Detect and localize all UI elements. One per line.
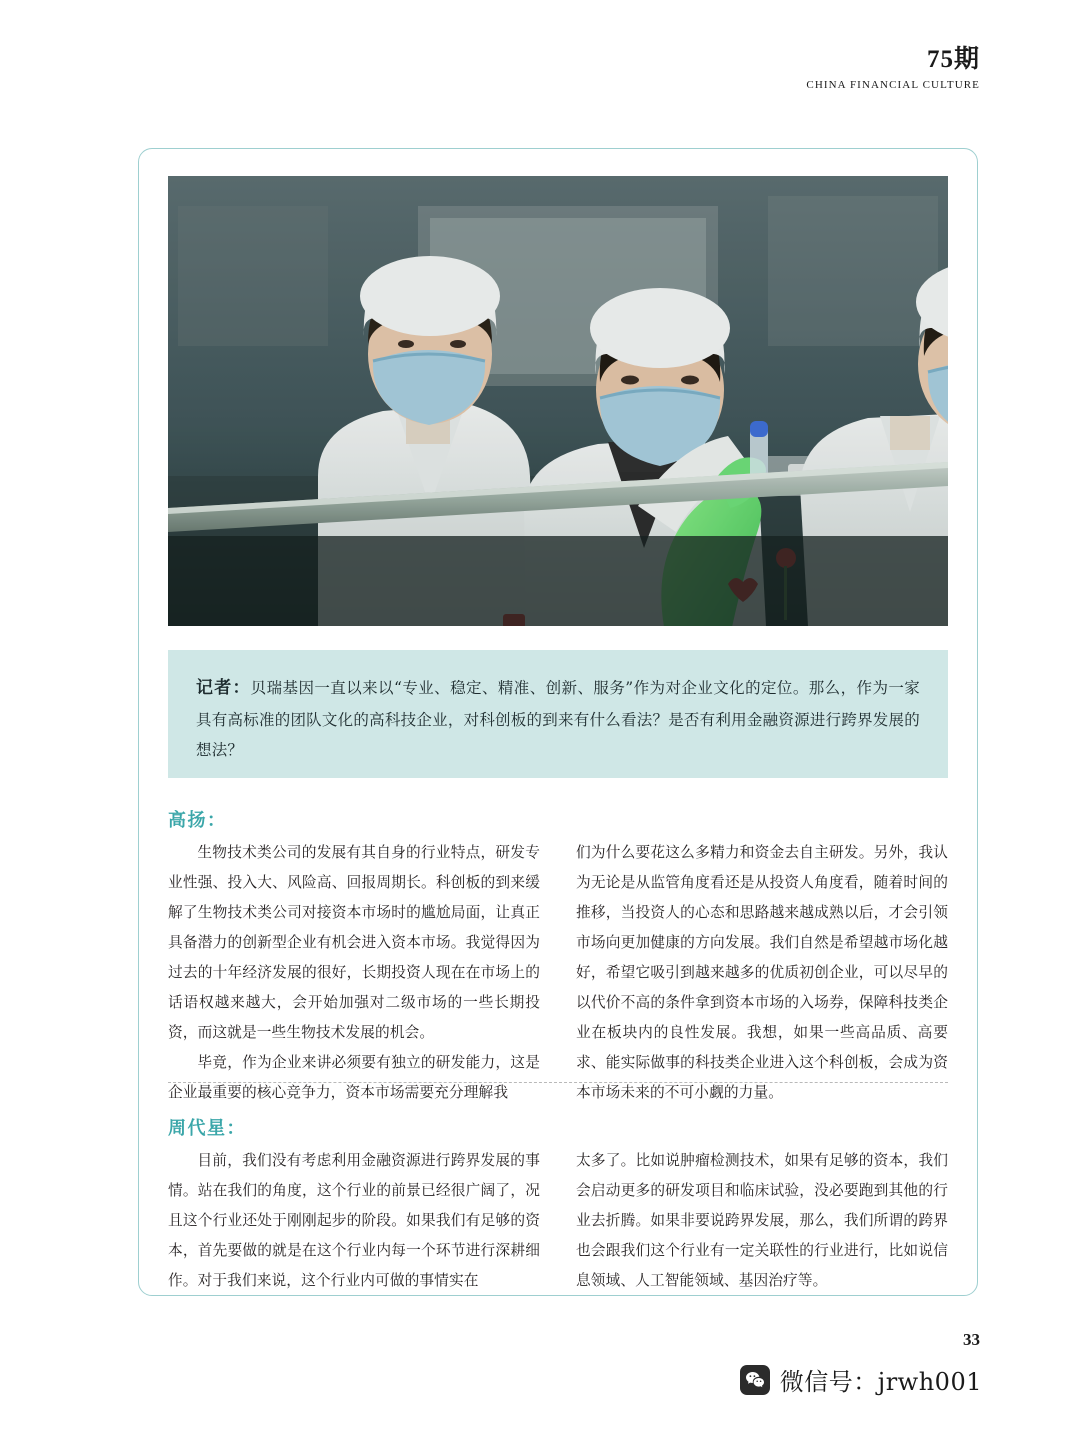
paragraph: 太多了。比如说肿瘤检测技术，如果有足够的资本，我们会启动更多的研发项目和临床试验，没必要跑到其他的行业去折腾。如果非要说跨界发展，那么，我们所谓的跨界也会跟我们这个行业有一定关联性的行业进行，比如说信息领域、人工智能领域、基因治疗等。 (576, 1152, 948, 1289)
wechat-footer (740, 1362, 982, 1397)
answer-section-gaoyang (168, 806, 948, 1108)
wechat-icon (740, 1365, 770, 1395)
column-left (168, 838, 540, 1108)
speaker-name-gaoyang: 高扬： (168, 810, 227, 831)
page-number: 33 (963, 1330, 980, 1349)
interview-question-block (168, 650, 948, 778)
paragraph: 生物技术类公司的发展有其自身的行业特点，研发专业性强、投入大、风险高、回报周期长。科创板的到来缓解了生物技术类公司对接资本市场时的尴尬局面，让真正具备潜力的创新型企业有机会进入资本市场。我觉得因为过去的十年经济发展的很好，长期投资人现在在市场上的话语权越来越大，会开始加强对二级市场的一些长期投资，而这就是一些生物技术发展的机会。 (168, 844, 540, 1041)
column-right (576, 838, 948, 1108)
paragraph: 们为什么要花这么多精力和资金去自主研发。另外，我认为无论是从监管角度看还是从投资人角度看，随着时间的推移，当投资人的心态和思路越来越成熟以后，才会引领市场向更加健康的方向发展。我们自然是希望越市场化越好，希望它吸引到越来越多的优质初创企业，可以尽早的以代价不高的条件拿到资本市场的入场券，保障科技类企业在板块内的良性发展。我想，如果一些高品质、高要求、能实际做事的科技类企业进入这个科创板，会成为资本市场未来的不可小觑的力量。 (576, 844, 948, 1101)
page-header (560, 46, 980, 91)
issue-number: 75期 (926, 46, 980, 73)
magazine-name: CHINA FINANCIAL CULTURE (806, 78, 980, 91)
two-column-body (168, 1146, 948, 1296)
wechat-label: 微信号：jrwh001 (779, 1368, 982, 1396)
section-divider (168, 1082, 948, 1083)
answer-section-zhoudaixing (168, 1114, 948, 1296)
column-left (168, 1146, 540, 1296)
question-label: 记者： (196, 678, 251, 698)
paragraph: 目前，我们没有考虑利用金融资源进行跨界发展的事情。站在我们的角度，这个行业的前景已经很广阔了，况且这个行业还处于刚刚起步的阶段。如果我们有足够的资本，首先要做的就是在这个行业内每一个环节进行深耕细作。对于我们来说，这个行业内可做的事情实在 (168, 1152, 540, 1289)
question-body: 贝瑞基因一直以来以“专业、稳定、精准、创新、服务”作为对企业文化的定位。那么，作为一家具有高标准的团队文化的高科技企业，对科创板的到来有什么看法？是否有利用金融资源进行跨界发展的想法？ (196, 679, 921, 760)
question-text (196, 672, 920, 766)
laboratory-photo (168, 176, 948, 626)
speaker-name-zhoudaixing: 周代星： (168, 1118, 246, 1139)
two-column-body (168, 838, 948, 1108)
paragraph: 毕竟，作为企业来讲必须要有独立的研发能力，这是企业最重要的核心竞争力，资本市场需要充分理解我 (168, 1053, 540, 1101)
article-photo (168, 176, 948, 626)
column-right (576, 1146, 948, 1296)
